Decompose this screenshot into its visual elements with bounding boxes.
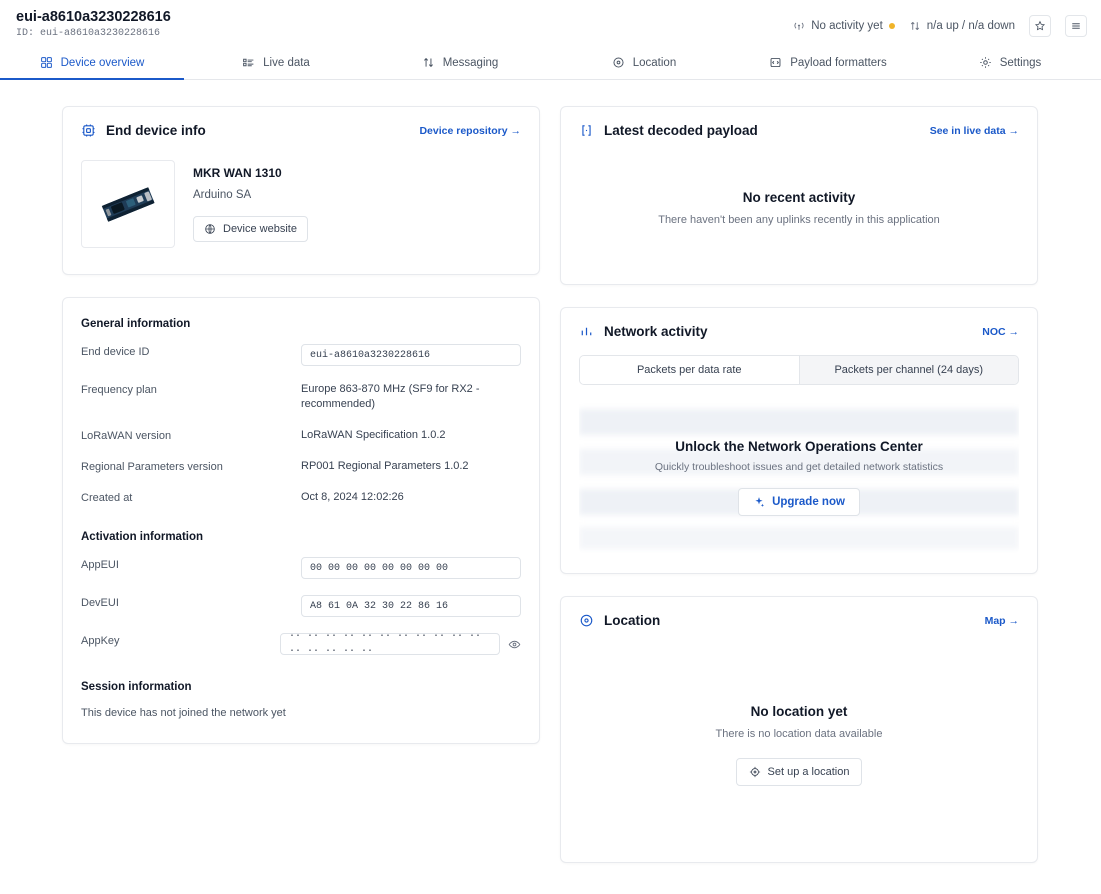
latest-payload-title: Latest decoded payload [604,123,758,138]
activity-status-label: No activity yet [811,20,883,32]
row-appeui [81,557,521,579]
hamburger-menu-icon[interactable] [1065,15,1087,37]
page-title: eui-a8610a3230228616 [16,9,171,25]
activation-information-title: Activation information [81,531,204,543]
tab-messaging[interactable] [368,46,552,79]
row-deveui [81,595,521,617]
device-model: MKR WAN 1310 [193,166,282,180]
general-information-card [62,297,540,744]
tab-device-overview-label: Device overview [60,56,145,69]
unlock-overlay [579,401,1019,553]
row-created-at [81,490,521,505]
network-activity-card [560,307,1038,574]
device-vendor: Arduino SA [193,189,252,201]
location-empty-title: No location yet [750,704,848,719]
device-website-button[interactable] [193,216,308,242]
header-actions [793,8,1087,37]
unlock-subtitle: Quickly troubleshoot issues and get detailed network statistics [654,460,944,473]
tab-messaging-label: Messaging [442,56,499,69]
end-device-info-header [63,107,539,138]
device-meta [193,160,308,248]
row-key: AppKey [81,635,120,647]
target-pin-icon [749,766,761,778]
latest-payload-empty-sub: There haven't been any uplinks recently in this application [658,214,940,226]
tab-settings-label: Settings [999,56,1042,69]
upgrade-now-button[interactable] [738,488,860,516]
uplink-downlink-status [909,20,1015,32]
brackets-icon [579,123,594,138]
network-activity-locked-chart [579,401,1019,553]
location-empty-state [561,628,1037,846]
location-title: Location [604,613,661,628]
tab-settings[interactable] [920,46,1100,79]
appeui-field[interactable]: 00 00 00 00 00 00 00 00 [301,557,521,579]
network-activity-title: Network activity [604,324,708,339]
tab-device-overview[interactable] [0,46,184,79]
page-content [0,80,1101,863]
device-photo [81,160,175,248]
uplink-downlink-label: n/a up / n/a down [926,20,1015,32]
latest-payload-header [561,107,1037,138]
location-body [561,628,1037,862]
segment-packets-per-data-rate[interactable]: Packets per data rate [580,356,799,384]
latest-payload-title-group [579,123,758,138]
code-brackets-icon [769,56,782,69]
row-value: Oct 8, 2024 12:02:26 [301,491,404,503]
activity-status [793,20,895,32]
tab-payload-formatters[interactable] [736,46,920,79]
row-key: End device ID [81,346,150,358]
tab-location-label: Location [632,56,677,69]
map-pin-icon [579,613,594,628]
star-icon[interactable] [1029,15,1051,37]
chip-icon [81,123,96,138]
page-header [0,0,1101,46]
row-key: LoRaWAN version [81,430,172,442]
row-value: RP001 Regional Parameters 1.0.2 [301,460,469,472]
map-pin-icon [612,56,625,69]
general-information-title: General information [81,318,191,330]
end-device-id-field[interactable]: eui-a8610a3230228616 [301,344,521,366]
row-appkey [81,633,521,655]
row-key: Created at [81,492,133,504]
tab-live-data-label: Live data [263,56,310,69]
end-device-info-title: End device info [106,123,206,138]
gear-icon [979,56,992,69]
left-column [62,106,540,744]
tab-bar [0,46,1101,80]
tab-payload-formatters-label: Payload formatters [790,56,887,69]
header-title-block [14,8,171,39]
globe-icon [204,223,216,235]
row-key: AppEUI [81,559,119,571]
noc-link[interactable]: NOC → [982,325,1019,338]
row-key: DevEUI [81,597,119,609]
set-up-a-location-button[interactable] [736,758,863,786]
set-up-a-location-label: Set up a location [767,766,850,778]
sparkle-icon [753,496,765,508]
general-information-body [63,298,539,743]
up-down-arrows-icon [422,56,435,69]
location-header [561,597,1037,628]
session-note: This device has not joined the network yet [81,707,286,719]
antenna-icon [793,20,805,32]
status-dot [889,23,895,29]
location-card [560,596,1038,863]
location-title-group [579,613,660,628]
row-frequency-plan [81,382,521,412]
device-repository-link[interactable]: Device repository → [419,124,521,137]
tab-live-data[interactable] [184,46,368,79]
bar-chart-icon [579,324,594,339]
tab-location[interactable] [552,46,736,79]
map-link[interactable]: Map → [984,614,1019,627]
row-lorawan-version [81,428,521,443]
segment-packets-per-channel[interactable]: Packets per channel (24 days) [799,356,1019,384]
network-activity-title-group [579,324,708,339]
row-regional-parameters-version [81,459,521,474]
row-end-device-id [81,344,521,366]
list-icon [242,56,255,69]
latest-payload-empty-title: No recent activity [742,190,856,205]
see-in-live-data-link[interactable]: See in live data → [929,124,1019,137]
end-device-info-title-group [81,123,206,138]
row-value: Europe 863-870 MHz (SF9 for RX2 - recommended) [301,383,480,410]
right-column [560,106,1038,863]
up-down-arrows-icon [909,20,921,32]
end-device-info-card [62,106,540,275]
latest-decoded-payload-card [560,106,1038,285]
row-key: Regional Parameters version [81,461,223,473]
network-activity-header [561,308,1037,339]
session-information-title: Session information [81,681,192,693]
end-device-info-body [63,138,539,274]
network-activity-segmented-control [579,355,1019,385]
device-website-label: Device website [223,223,297,235]
location-empty-sub: There is no location data available [715,728,883,740]
network-activity-body [561,339,1037,573]
device-id-subtitle: ID: eui-a8610a3230228616 [16,28,161,39]
row-key: Frequency plan [81,384,157,396]
grid-icon [40,56,53,69]
eye-icon[interactable] [508,638,521,651]
upgrade-now-label: Upgrade now [772,495,845,508]
unlock-title: Unlock the Network Operations Center [675,438,923,454]
latest-payload-empty-state [561,138,1037,284]
row-value: LoRaWAN Specification 1.0.2 [301,429,446,441]
deveui-field[interactable]: A8 61 0A 32 30 22 86 16 [301,595,521,617]
appkey-field[interactable]: ·· ·· ·· ·· ·· ·· ·· ·· ·· ·· ·· ·· ·· ·· ·· ·· [280,633,500,655]
